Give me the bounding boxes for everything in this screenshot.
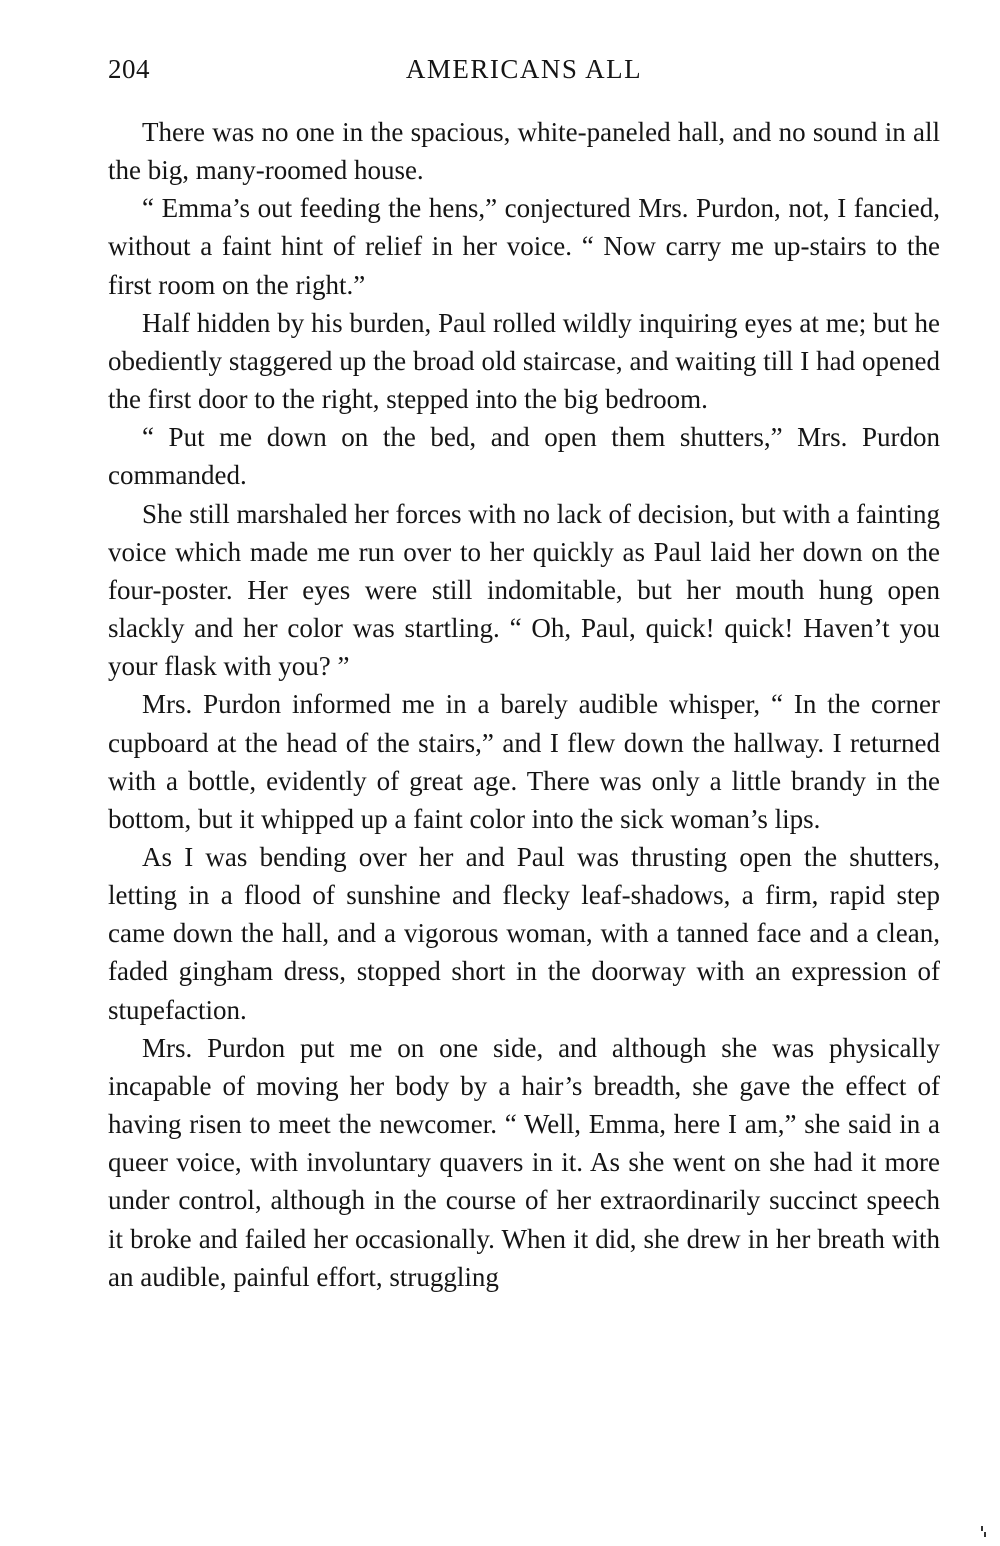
scan-speck <box>980 1526 988 1540</box>
page-number: 204 <box>108 54 150 84</box>
body-text <box>108 113 940 1296</box>
paragraph: Half hidden by his burden, Paul rolled wildly inquiring eyes at me; but he obediently staggered up the broad old staircase, and waiting till I had opened the first door to the right, stepped into the big bedroom. <box>108 307 940 415</box>
paragraph: There was no one in the spacious, white-paneled hall, and no sound in all the big, many-roomed house. <box>108 117 940 186</box>
paragraph: “ Emma’s out feeding the hens,” conjectured Mrs. Purdon, not, I fancied, without a faint hint of relief in her voice. “ Now carry me up-stairs to the first room on the right.” <box>108 193 940 300</box>
page-header <box>108 54 940 94</box>
paragraph: “ Put me down on the bed, and open them shutters,” Mrs. Purdon commanded. <box>108 422 940 491</box>
paragraph: Mrs. Purdon put me on one side, and although she was physically incapable of moving her body by a hair’s breadth, she gave the effect of having risen to meet the newcomer. “ Well, Emma, here I am,” she said in a queer voice, with involuntary quavers in it. As she went on she had it more under control, although in the course of her extraordinarily succinct speech it broke and failed her occasionally. When it did, she drew in her breath with an audible, painful effort, struggling <box>108 1032 940 1292</box>
paragraph: As I was bending over her and Paul was thrusting open the shutters, letting in a flood of sunshine and flecky leaf-shadows, a firm, rapid step came down the hall, and a vigorous woman, with a tanned face and a clean, faded gingham dress, stopped short in the doorway with an expression of stupefaction. <box>108 841 940 1025</box>
running-head: AMERICANS ALL <box>405 54 643 84</box>
paragraph: She still marshaled her forces with no lack of decision, but with a fainting voice which made me run over to her quickly as Paul laid her down on the four-poster. Her eyes were still indomitable, but her mouth hung open slackly and her color was startling. “ Oh, Paul, quick! quick! Haven’t you your flask with you? ” <box>108 498 940 682</box>
paragraph: Mrs. Purdon informed me in a barely audible whisper, “ In the corner cupboard at the head of the stairs,” and I flew down the hallway. I returned with a bottle, evidently of great age. There was only a little brandy in the bottom, but it whipped up a faint color into the sick woman’s lips. <box>108 689 940 834</box>
